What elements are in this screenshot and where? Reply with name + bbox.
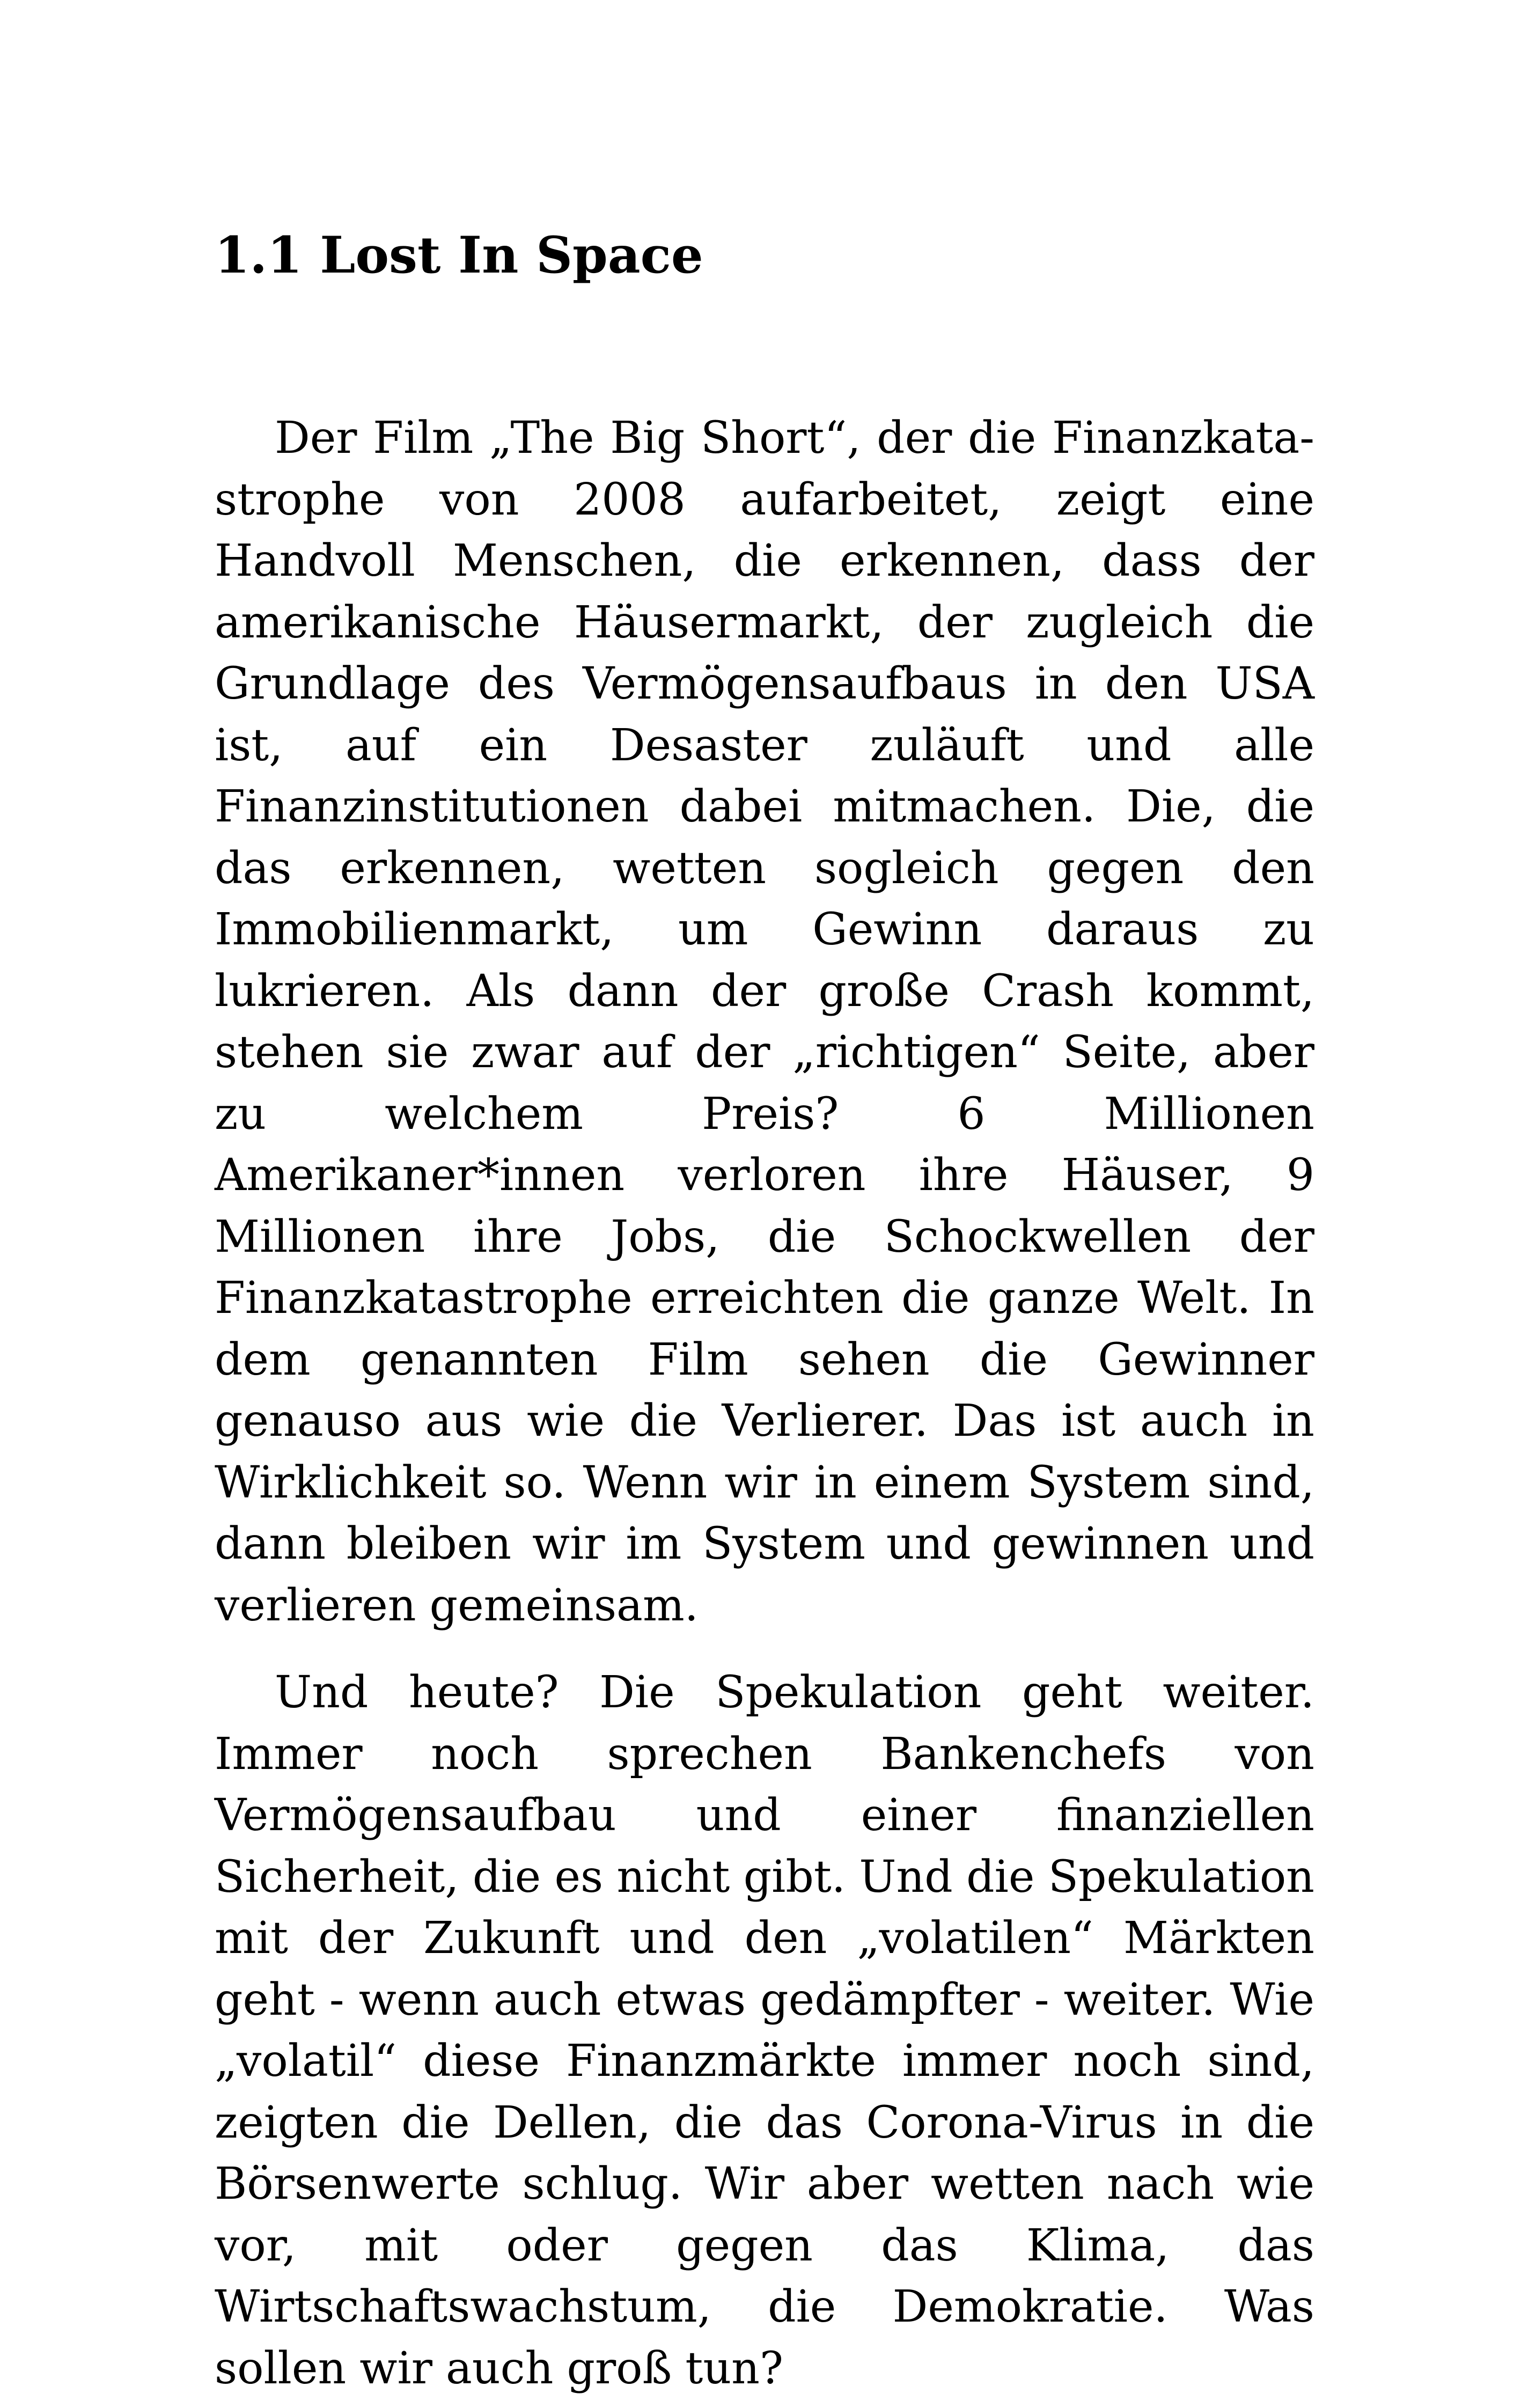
section-heading: 1.1 Lost In Space xyxy=(215,226,703,285)
paragraph-2: Und heute? Die Spekulation geht weiter. Immer noch sprechen Bankenchefs von Vermögensaufbau und einer finanziellen Sicherheit, die es nicht gibt. Und die Spekulation mit der Zukunft und den „volatilen“ Märkten geht - wenn auch etwas gedämpfter - weiter. Wie „volatil“ diese Finanzmärkte immer noch sind, zeigten die Dellen, die das Corona-Virus in die Börsenwerte schlug. Wir aber wetten nach wie vor, mit oder gegen das Klima, das Wirtschaftswachstum, die Demokratie. Was sollen wir auch groß tun? xyxy=(215,1667,1314,2394)
body-text xyxy=(215,408,1314,2399)
paragraph-1: Der Film „The Big Short“, der die Finanzkatastrophe von 2008 aufarbeitet, zeigt eine Handvoll Menschen, die erkennen, dass der amerikanische Häusermarkt, der zugleich die Grundlage des Vermögensaufbaus in den USA ist, auf ein Desaster zuläuft und alle Finanzinstitutionen dabei mitmachen. Die, die das erkennen, wetten sogleich gegen den Immobilienmarkt, um Gewinn daraus zu lukrieren. Als dann der große Crash kommt, stehen sie zwar auf der „richtigen“ Seite, aber zu welchem Preis? 6 Millionen Amerikaner*innen verloren ihre Häuser, 9 Millionen ihre Jobs, die Schockwellen der Finanzkatastrophe erreichten die ganze Welt. In dem genannten Film sehen die Gewinner genauso aus wie die Verlierer. Das ist auch in Wirklichkeit so. Wenn wir in einem System sind, dann bleiben wir im System und gewinnen und verlieren gemeinsam. xyxy=(215,413,1314,1631)
